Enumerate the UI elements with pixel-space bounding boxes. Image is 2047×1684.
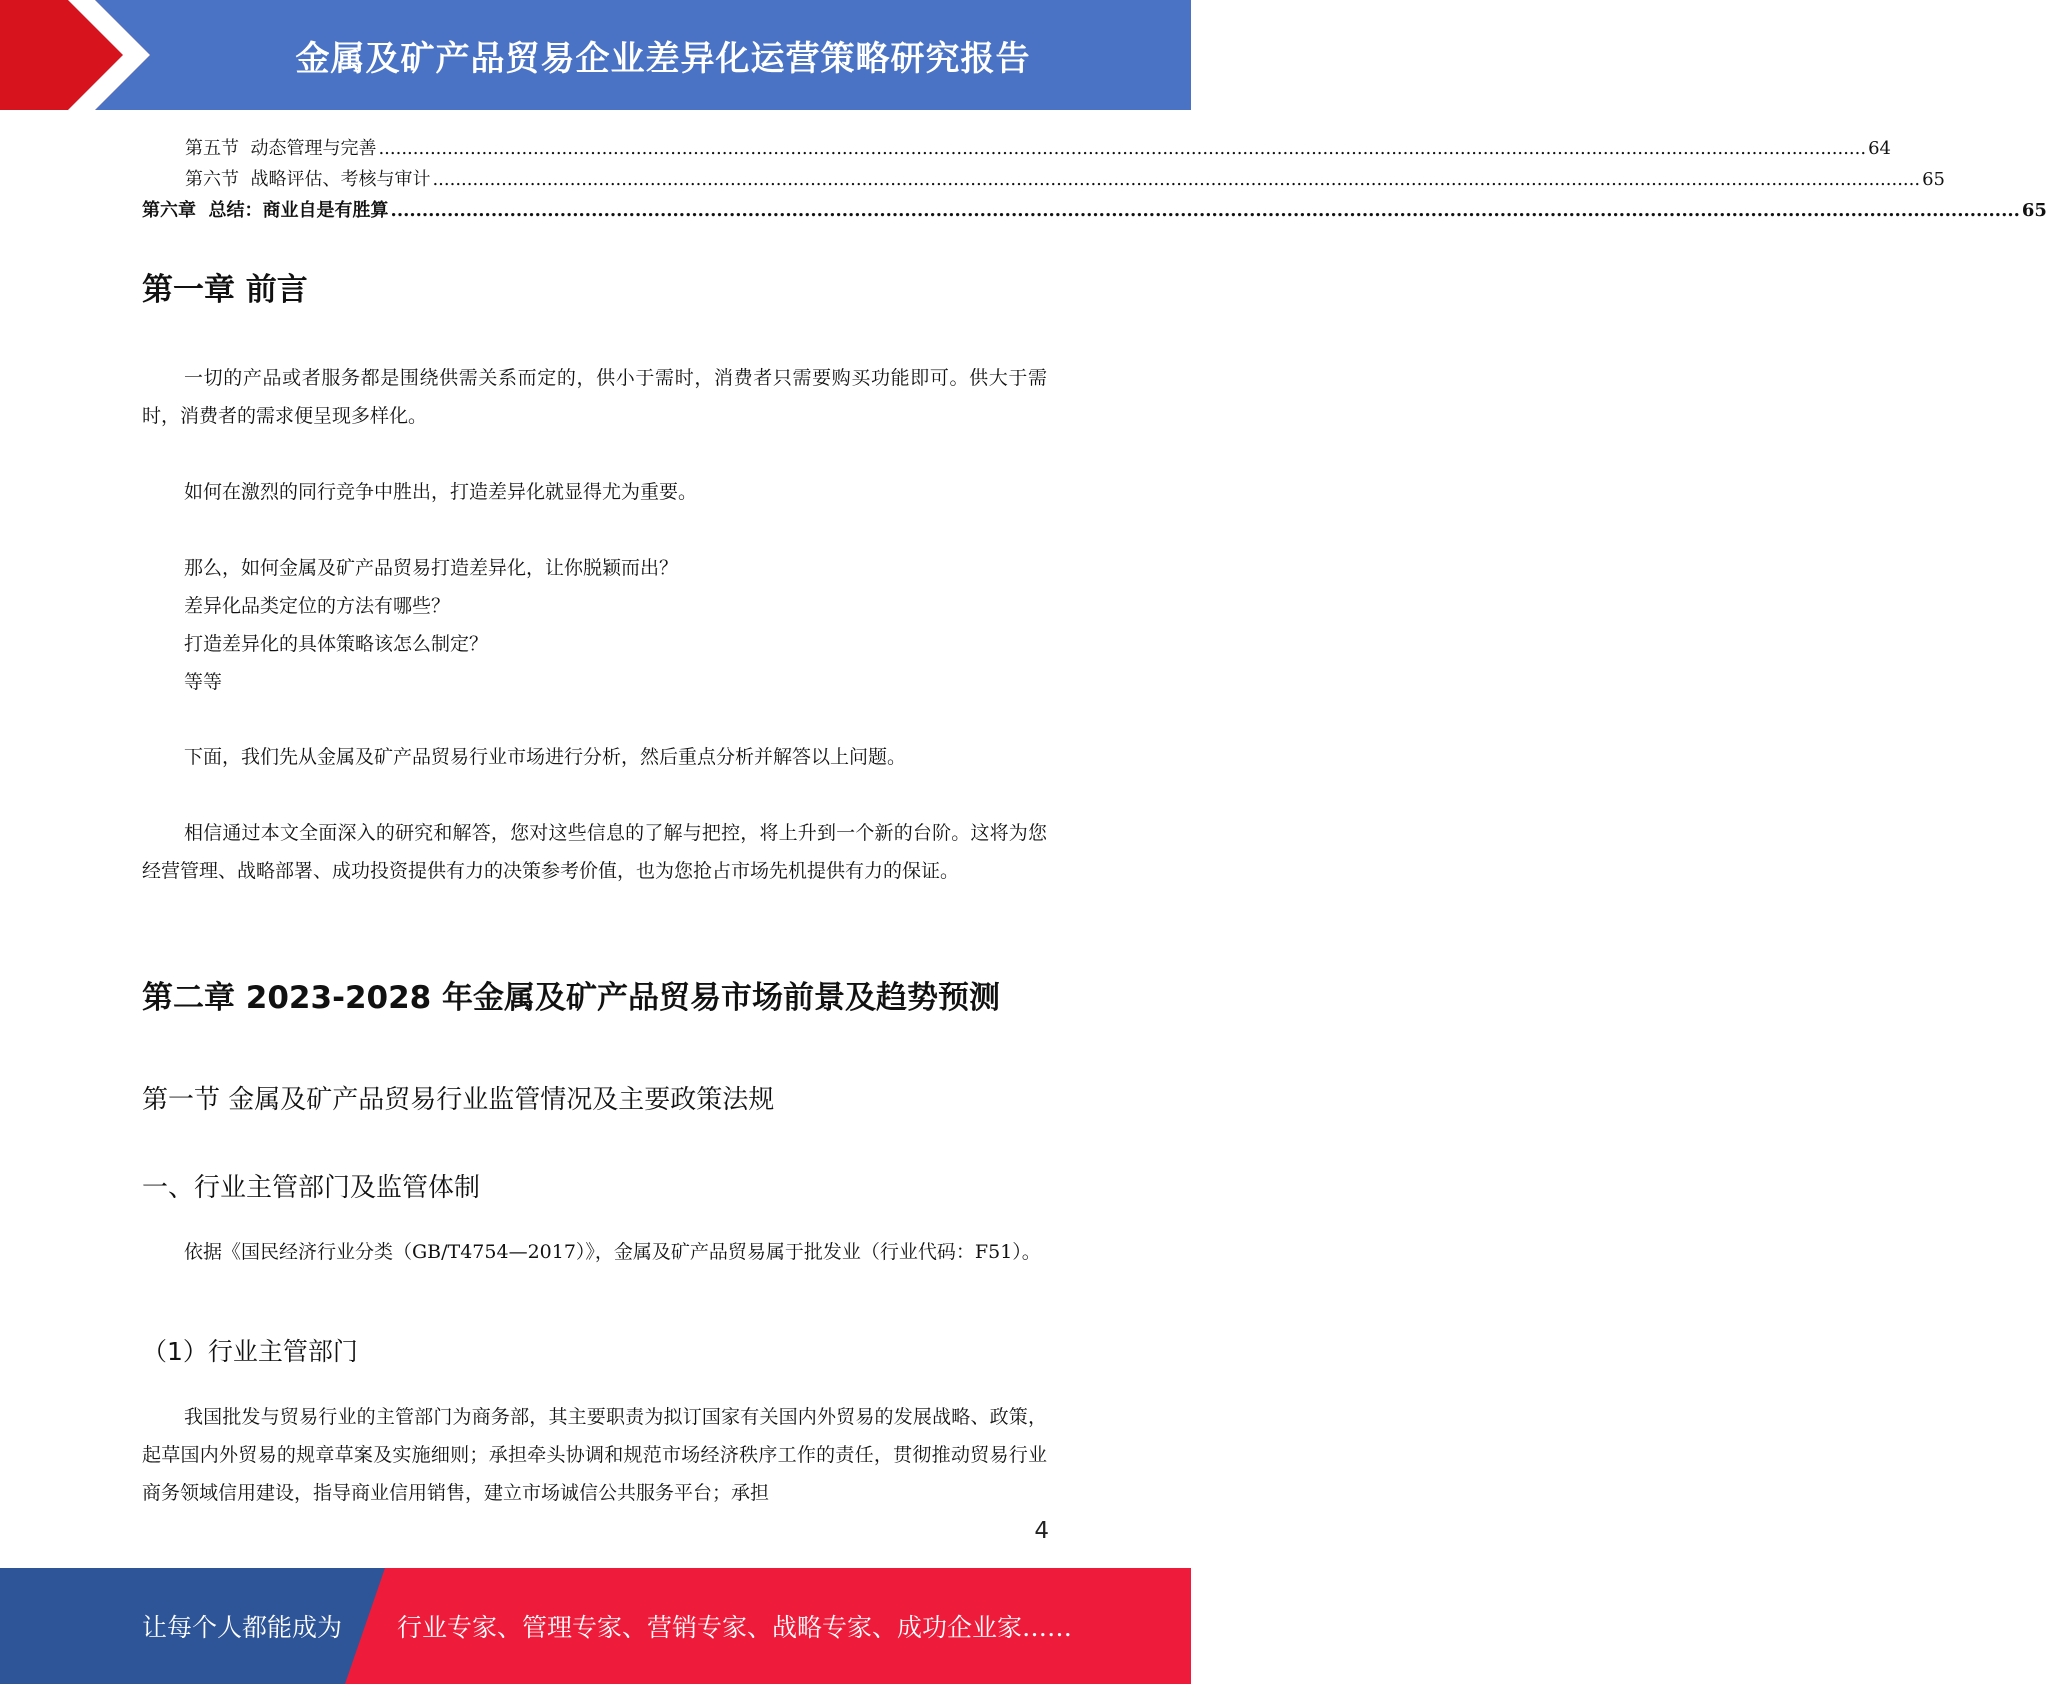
- question-line: 差异化品类定位的方法有哪些？: [184, 595, 451, 617]
- toc-entry[interactable]: [142, 192, 2047, 222]
- paragraph: 如何在激烈的同行竞争中胜出，打造差异化就显得尤为重要。: [184, 481, 698, 503]
- question-line: 打造差异化的具体策略该怎么制定？: [184, 633, 489, 655]
- toc-entry-page: 65: [2021, 200, 2047, 221]
- toc-entry-label: 第六节 战略评估、考核与审计: [185, 169, 431, 190]
- footer-slogan-right: 行业专家、管理专家、营销专家、战略专家、成功企业家……: [397, 1613, 1073, 1642]
- chapter-1-title: 第一章 前言: [142, 272, 308, 308]
- paragraph: 我国批发与贸易行业的主管部门为商务部，其主要职责为拟订国家有关国内外贸易的发展战略、政策，起草国内外贸易的规章草案及实施细则；承担牵头协调和规范市场经济秩序工作的责任，贯彻推动贸易行业商务领域信用建设，指导商业信用销售，建立市场诚信公共服务平台；承担: [142, 1406, 1047, 1504]
- toc-entry-page: 65: [1922, 169, 1945, 190]
- page-header: [0, 0, 1191, 110]
- toc-entry[interactable]: [142, 161, 1945, 191]
- report-title: 金属及矿产品贸易企业差异化运营策略研究报告: [295, 38, 1031, 79]
- question-line: 等等: [184, 671, 223, 693]
- toc-entry-label: 第五节 动态管理与完善: [185, 138, 377, 159]
- question-line: 那么，如何金属及矿产品贸易打造差异化，让你脱颖而出？: [184, 557, 679, 579]
- toc-leader: ....................................................................................................................................................................................................................................................................: [378, 138, 1867, 159]
- paragraph: 一切的产品或者服务都是围绕供需关系而定的，供小于需时，消费者只需要购买功能即可。供大于需时，消费者的需求便呈现多样化。: [142, 367, 1047, 427]
- paragraph: 依据《国民经济行业分类（GB/T4754—2017）》，金属及矿产品贸易属于批发业（行业代码：F51）。: [184, 1241, 1041, 1263]
- page-number: 4: [1034, 1518, 1049, 1544]
- chapter-2-title: 第二章 2023-2028 年金属及矿产品贸易市场前景及趋势预测: [142, 980, 1001, 1016]
- toc-leader: ....................................................................................................................................................................................................................................................................: [390, 200, 2020, 221]
- subsection-title: 一、行业主管部门及监管体制: [142, 1173, 481, 1203]
- footer-slogan-left: 让每个人都能成为: [142, 1613, 343, 1642]
- toc-entry-label: 第六章 总结：商业自是有胜算: [142, 200, 389, 221]
- paragraph: 相信通过本文全面深入的研究和解答，您对这些信息的了解与把控，将上升到一个新的台阶。这将为您经营管理、战略部署、成功投资提供有力的决策参考价值，也为您抢占市场先机提供有力的保证。: [142, 822, 1047, 882]
- section-title: 第一节 金属及矿产品贸易行业监管情况及主要政策法规: [142, 1085, 775, 1115]
- toc-entry[interactable]: [142, 130, 1891, 160]
- page-footer: [0, 1568, 1191, 1684]
- paragraph: 下面，我们先从金属及矿产品贸易行业市场进行分析，然后重点分析并解答以上问题。: [184, 746, 907, 768]
- toc-leader: ....................................................................................................................................................................................................................................................................: [432, 169, 1921, 190]
- toc-entry-page: 64: [1868, 138, 1891, 159]
- subsection-title: （1）行业主管部门: [142, 1337, 358, 1366]
